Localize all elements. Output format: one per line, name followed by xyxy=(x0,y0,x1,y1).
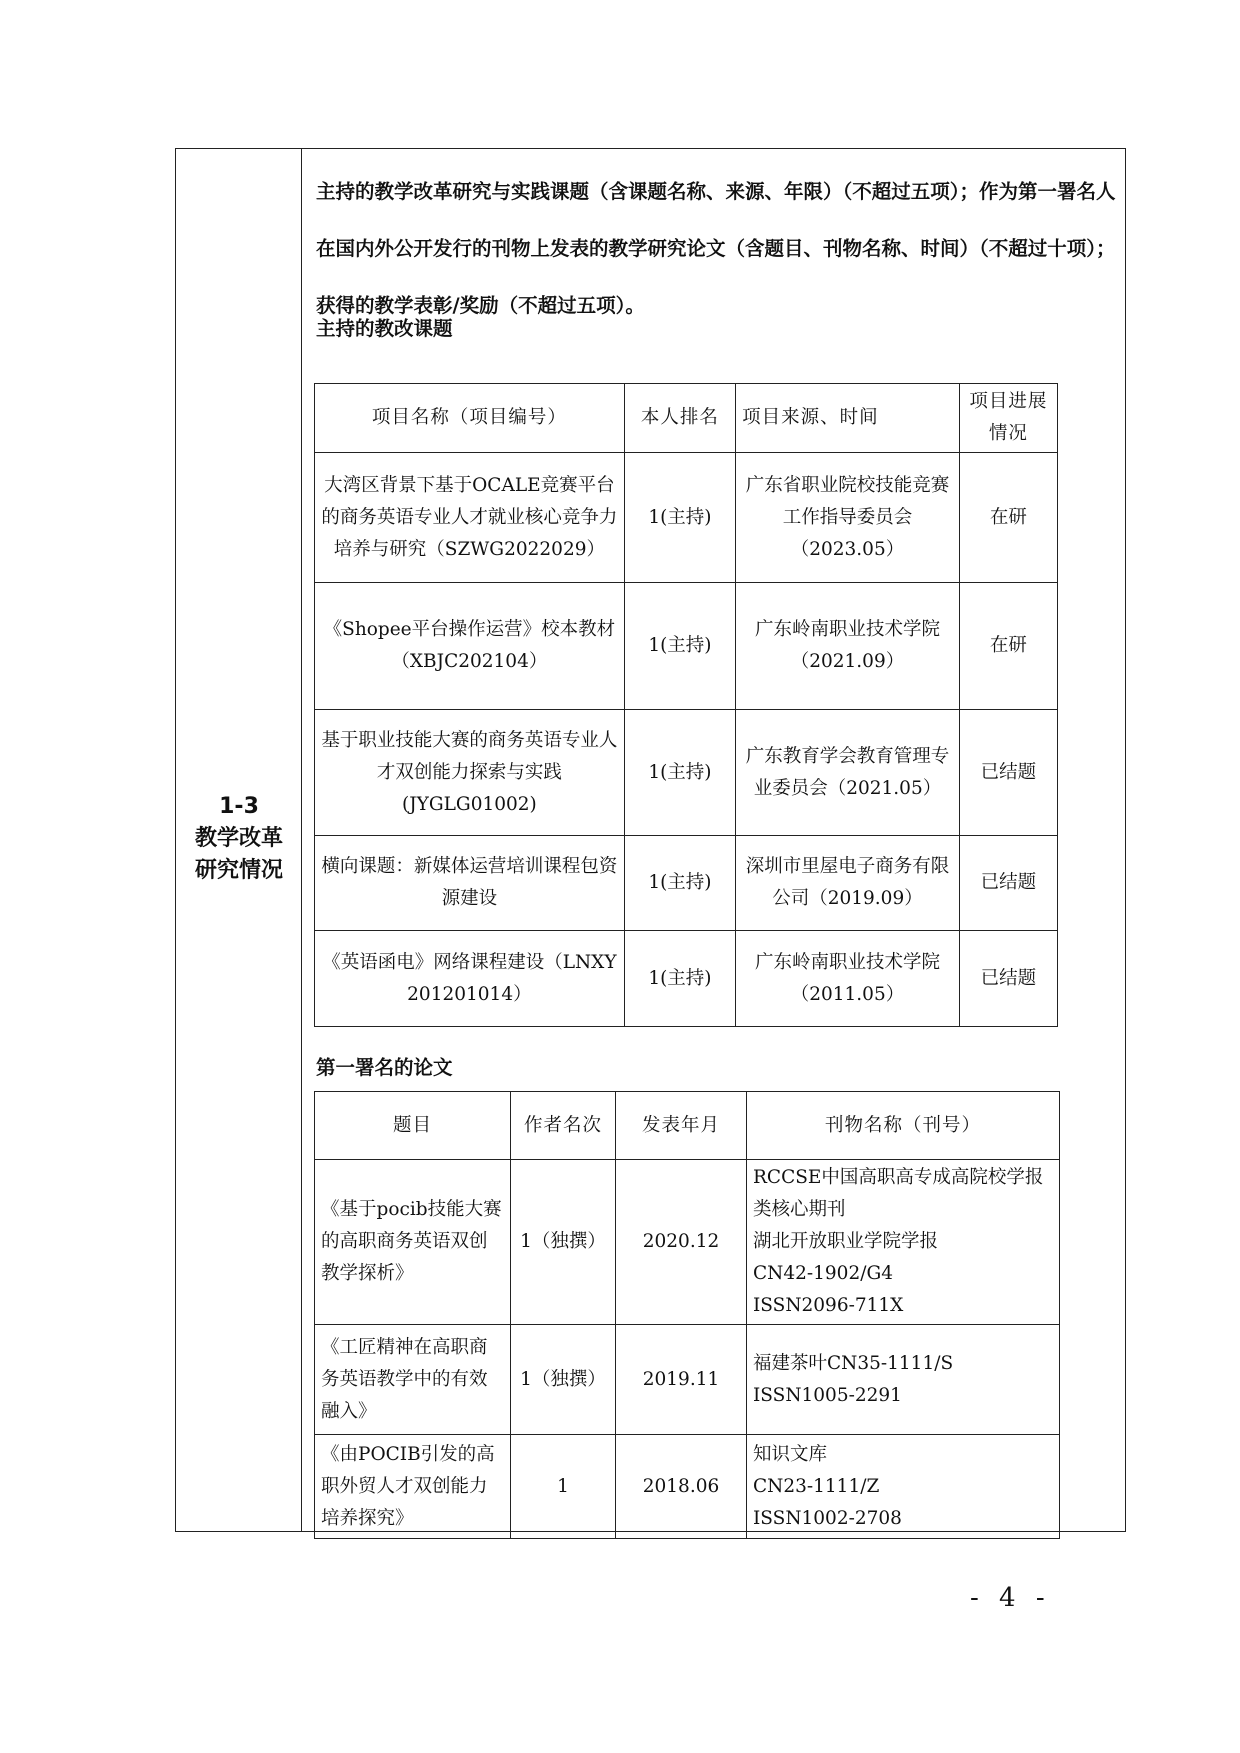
section-title-line1: 教学改革 xyxy=(194,826,283,851)
journal-line: ISSN2096-711X xyxy=(753,1295,904,1316)
project-source: 广东岭南职业技术学院（2021.09） xyxy=(736,583,960,710)
project-rank: 1(主持) xyxy=(624,931,735,1027)
journal-line: CN23-1111/Z xyxy=(753,1475,880,1497)
page-number: - 4 - xyxy=(970,1583,1051,1613)
table-row xyxy=(315,710,1058,836)
journal-line: 福建茶叶CN35-1111/S xyxy=(753,1352,954,1374)
project-source: 广东省职业院校技能竞赛工作指导委员会（2023.05） xyxy=(736,453,960,583)
paper-date: 2020.12 xyxy=(616,1160,747,1325)
header-publish-date: 发表年月 xyxy=(616,1092,747,1160)
section-instructions: 主持的教学改革研究与实践课题（含课题名称、来源、年限）（不超过五项）；作为第一署名人在国内外公开发行的刊物上发表的教学研究论文（含题目、刊物名称、时间）（不超过十项）；获得的教学表彰/奖励（不超过五项）。 xyxy=(316,180,1116,317)
section-title xyxy=(176,791,302,887)
journal-line: RCCSE中国高职高专成高院校学报类核心期刊 xyxy=(753,1167,1044,1220)
paper-journal xyxy=(747,1160,1060,1325)
project-rank: 1(主持) xyxy=(624,710,735,836)
project-source: 广东教育学会教育管理专业委员会（2021.05） xyxy=(736,710,960,836)
header-journal: 刊物名称（刊号） xyxy=(747,1092,1060,1160)
paper-author-rank: 1（独撰） xyxy=(511,1325,616,1435)
project-name: 《英语函电》网络课程建设（LNXY 201201014） xyxy=(315,931,625,1027)
paper-journal xyxy=(747,1325,1060,1435)
section-number: 1-3 xyxy=(219,794,259,819)
project-rank: 1(主持) xyxy=(624,583,735,710)
project-source: 广东岭南职业技术学院（2011.05） xyxy=(736,931,960,1027)
project-status: 在研 xyxy=(959,453,1057,583)
section-frame xyxy=(175,148,1126,1532)
paper-title: 《工匠精神在高职商务英语教学中的有效融入》 xyxy=(315,1325,511,1435)
paper-author-rank: 1（独撰） xyxy=(511,1160,616,1325)
journal-line: 湖北开放职业学院学报 xyxy=(753,1231,939,1252)
projects-heading: 主持的教改课题 xyxy=(316,317,453,340)
header-project-name: 项目名称（项目编号） xyxy=(315,384,625,453)
paper-journal xyxy=(747,1435,1060,1539)
project-status: 已结题 xyxy=(959,710,1057,836)
project-name: 《Shopee平台操作运营》校本教材（XBJC202104） xyxy=(315,583,625,710)
papers-table xyxy=(314,1091,1060,1539)
section-title-line2: 研究情况 xyxy=(194,858,283,883)
journal-line: CN42-1902/G4 xyxy=(753,1263,893,1284)
project-status: 已结题 xyxy=(959,931,1057,1027)
journal-line: 知识文库 xyxy=(753,1443,828,1465)
header-title: 题目 xyxy=(315,1092,511,1160)
header-status: 项目进展情况 xyxy=(959,384,1057,453)
project-rank: 1(主持) xyxy=(624,836,735,931)
header-source: 项目来源、时间 xyxy=(736,384,960,453)
paper-title: 《由POCIB引发的高职外贸人才双创能力培养探究》 xyxy=(315,1435,511,1539)
paper-date: 2018.06 xyxy=(616,1435,747,1539)
project-name: 大湾区背景下基于OCALE竞赛平台的商务英语专业人才就业核心竞争力培养与研究（SZWG2022029） xyxy=(315,453,625,583)
header-author-rank: 作者名次 xyxy=(511,1092,616,1160)
paper-title: 《基于pocib技能大赛的高职商务英语双创教学探析》 xyxy=(315,1160,511,1325)
journal-line: ISSN1002-2708 xyxy=(753,1507,902,1529)
table-row xyxy=(315,1160,1060,1325)
table-row xyxy=(315,453,1058,583)
project-status: 已结题 xyxy=(959,836,1057,931)
table-row xyxy=(315,583,1058,710)
project-status: 在研 xyxy=(959,583,1057,710)
header-rank: 本人排名 xyxy=(624,384,735,453)
papers-header-row xyxy=(315,1092,1060,1160)
projects-table xyxy=(314,383,1058,1027)
project-source: 深圳市里屋电子商务有限公司（2019.09） xyxy=(736,836,960,931)
table-row xyxy=(315,1435,1060,1539)
journal-line: ISSN1005-2291 xyxy=(753,1384,902,1406)
table-row xyxy=(315,1325,1060,1435)
papers-heading: 第一署名的论文 xyxy=(316,1056,453,1079)
paper-date: 2019.11 xyxy=(616,1325,747,1435)
project-rank: 1(主持) xyxy=(624,453,735,583)
section-label-column xyxy=(176,149,302,1531)
projects-header-row xyxy=(315,384,1058,453)
project-name: 横向课题：新媒体运营培训课程包资源建设 xyxy=(315,836,625,931)
table-row xyxy=(315,931,1058,1027)
paper-author-rank: 1 xyxy=(511,1435,616,1539)
project-name: 基于职业技能大赛的商务英语专业人才双创能力探索与实践(JYGLG01002) xyxy=(315,710,625,836)
table-row xyxy=(315,836,1058,931)
